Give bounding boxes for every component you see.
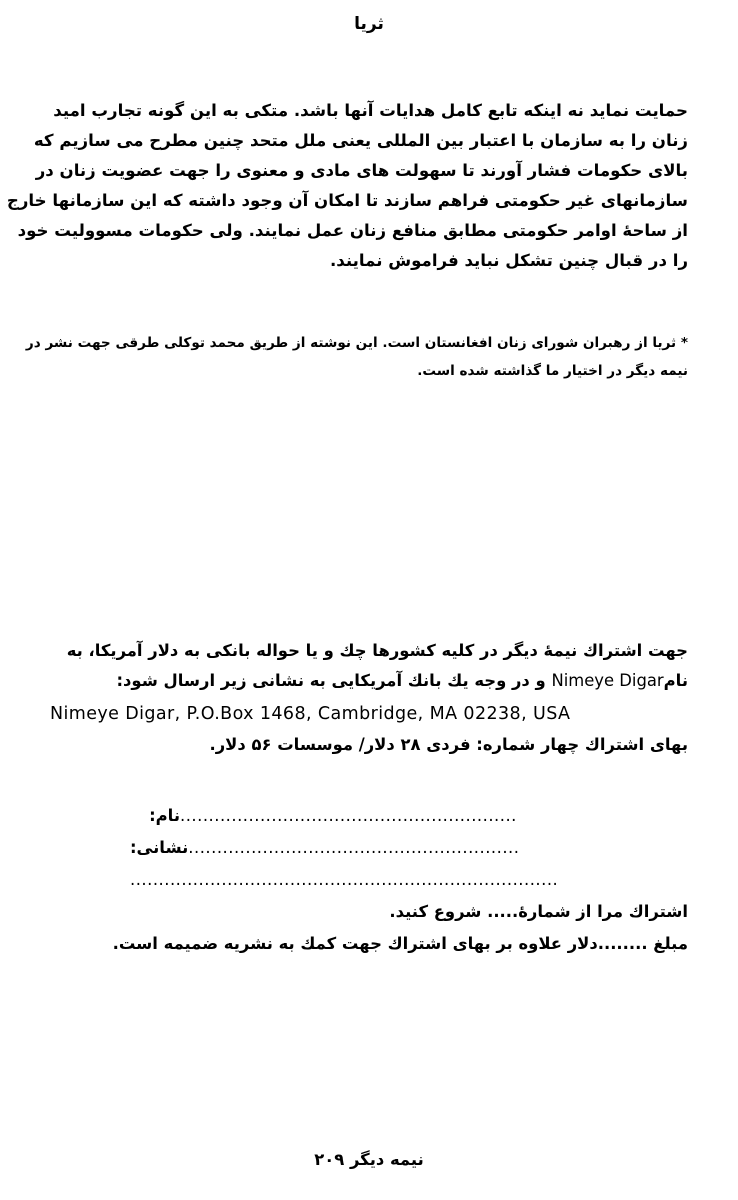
article-body [6, 96, 688, 276]
name-field[interactable]: ........................................................... [180, 806, 517, 825]
address-field-extra[interactable]: ........................................................................... [130, 870, 559, 889]
body-line: سازمانهای غیر حکومتی فراهم سازند تا امکان آن وجود داشته که این سازمانها خارج [6, 191, 688, 210]
subscription-line [46, 666, 688, 696]
author-footnote [25, 329, 688, 385]
body-line: بالای حکومات فشار آورند تا سهولت های مادی و معنوی را جهت عضویت زنان در [35, 161, 688, 180]
mailing-address: Nimeye Digar, P.O.Box 1468, Cambridge, MA 02238, USA [50, 704, 571, 724]
subscription-price: بهای اشتراك چهار شماره: فردی ۲۸ دلار/ موسسات ۵۶ دلار. [209, 735, 688, 754]
body-line: حمایت نماید نه اینکه تابع کامل هدایات آنها باشد. متکی به این گونه تجارب امید [53, 101, 688, 120]
name-label: نام: [149, 806, 180, 825]
address-label: نشانی: [130, 838, 189, 857]
footnote-line: * ثریا از رهبران شورای زنان افغانستان است. این نوشته از طریق محمد توکلی طرقی جهت نشر در [25, 335, 688, 351]
start-issue-line: اشتراك مرا از شمارهٔ..... شروع کنید. [389, 902, 688, 921]
body-line: را در قبال چنین تشکل نباید فراموش نمایند. [329, 251, 688, 270]
form-address-extra-row [130, 864, 688, 896]
subscription-name-suffix: و در وجه یك بانك آمریکایی به نشانی زیر ارسال شود: [116, 671, 546, 690]
address-field[interactable]: .......................................................... [188, 838, 520, 857]
page-header-title: ثریا [354, 14, 384, 34]
footnote-line: نیمه دیگر در اختیار ما گذاشته شده است. [417, 363, 688, 379]
form-address-row [130, 832, 688, 864]
page-footer-number: نیمه دیگر ۲۰۹ [314, 1150, 424, 1169]
subscription-name-prefix: نام [663, 671, 688, 690]
subscription-form [112, 800, 688, 960]
form-name-row [130, 800, 688, 832]
payee-name: Nimeye Digar [551, 671, 664, 690]
body-line: زنان را به سازمان با اعتبار بین المللی یعنی ملل متحد چنین مطرح می سازیم که [33, 131, 688, 150]
donation-amount-line: مبلغ ........دلار علاوه بر بهای اشتراك جهت کمك به نشریه ضمیمه است. [112, 934, 688, 953]
subscription-info [46, 636, 688, 696]
body-line: از ساحهٔ اوامر حکومتی مطابق منافع زنان عمل نمایند. ولی حکومات مسوولیت خود [17, 221, 688, 240]
subscription-line: جهت اشتراك نیمهٔ دیگر در کلیه کشورها چك و یا حواله بانکی به دلار آمریکا، به [66, 641, 688, 660]
